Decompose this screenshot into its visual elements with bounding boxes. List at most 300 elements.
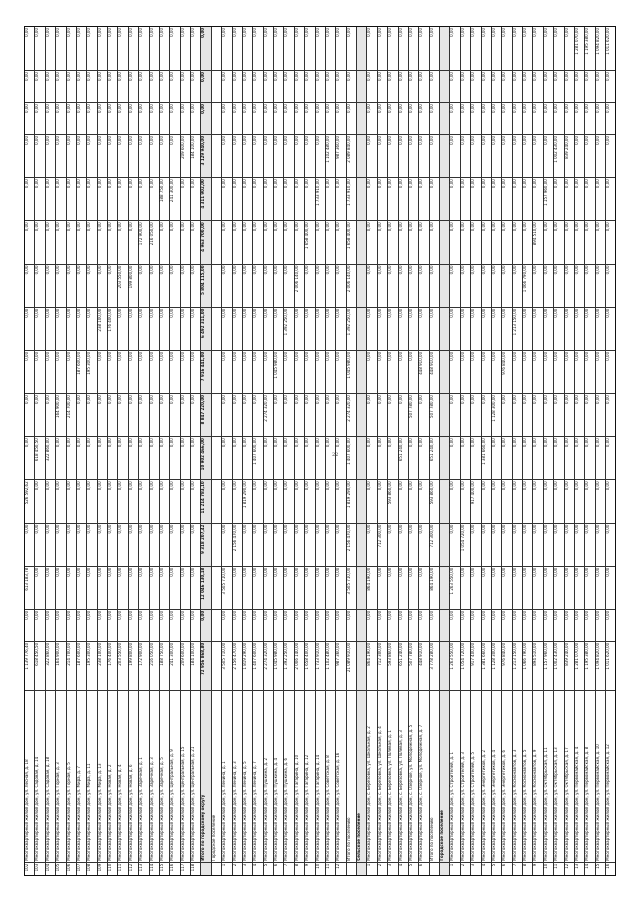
amount-cell: 0,00 xyxy=(77,264,86,307)
amount-cell: 0,00 xyxy=(482,70,491,102)
amount-cell: 0,00 xyxy=(24,27,29,37)
amount-cell: 0,00 xyxy=(450,177,459,220)
amount-cell: 0,00 xyxy=(544,523,553,566)
amount-cell: 0,00 xyxy=(139,436,148,479)
amount-cell: 0,00 xyxy=(264,134,273,177)
amount-cell: 0,00 xyxy=(326,220,335,263)
amount-cell: 0,00 xyxy=(461,479,470,522)
amount-cell: 0,00 xyxy=(461,134,470,177)
amount-cell: 0,00 xyxy=(170,523,179,566)
amount-cell: 0,00 xyxy=(222,307,231,350)
amount-cell: 0,00 xyxy=(575,609,584,641)
amount-cell: 0,00 xyxy=(34,27,40,37)
amount-cell: 0,00 xyxy=(305,566,314,609)
amount-cell xyxy=(357,264,366,307)
row-number-cell: 113 xyxy=(139,862,148,875)
amount-cell: 712 300,00 xyxy=(430,523,439,566)
amount-cell: 0,00 xyxy=(585,134,594,177)
amount-cell: 0,00 xyxy=(160,436,169,479)
address-cell: Многоквартирный жилой дом, ул. Садовая, д. 18 xyxy=(46,690,55,862)
amount-cell: 184 100,00 xyxy=(191,641,200,690)
amount-cell xyxy=(357,350,366,393)
amount-cell: 0,00 xyxy=(513,350,522,393)
amount-cell: 0,00 xyxy=(523,102,532,134)
amount-cell: 0,00 xyxy=(67,566,76,609)
amount-cell: 0,00 xyxy=(511,27,517,37)
amount-cell xyxy=(212,436,221,479)
address-cell: Многоквартирный жилой дом, ул. Ленина, д. 5 xyxy=(243,690,252,862)
amount-cell: 0,00 xyxy=(606,566,615,609)
amount-cell: 0,00 xyxy=(160,609,169,641)
amount-cell: 0,00 xyxy=(461,307,470,350)
amount-cell: 0,00 xyxy=(565,436,574,479)
amount-cell: 1 094 820,00 xyxy=(596,641,605,690)
amount-cell: 0,00 xyxy=(471,609,480,641)
amount-cell: 0,00 xyxy=(482,307,491,350)
address-cell: Многоквартирный жилой дом, ул. Пушкина, д. 2 xyxy=(264,690,273,862)
address-cell: Многоквартирный жилой дом, ул. Первомайская, д. 8 xyxy=(585,690,594,862)
amount-cell: 0,00 xyxy=(56,350,65,393)
amount-cell: 0,00 xyxy=(471,307,480,350)
amount-cell: 0,00 xyxy=(129,393,138,436)
amount-cell: 0,00 xyxy=(108,350,117,393)
row-number-cell: 11 xyxy=(326,862,335,875)
amount-cell xyxy=(440,566,449,609)
table-row xyxy=(98,27,108,875)
amount-cell: 0,00 xyxy=(77,70,86,102)
table-row xyxy=(461,27,471,875)
amount-cell: 0,00 xyxy=(264,264,273,307)
amount-cell: 0,00 xyxy=(523,436,532,479)
amount-cell: 2 274 320,00 xyxy=(264,393,273,436)
amount-cell: 0,00 xyxy=(316,307,325,350)
amount-cell: 0,00 xyxy=(544,264,553,307)
amount-cell: 0,00 xyxy=(367,134,376,177)
amount-cell: 0,00 xyxy=(461,264,470,307)
amount-cell: 0,00 xyxy=(98,479,107,522)
amount-cell: 0,00 xyxy=(502,523,511,566)
amount-cell: 0,00 xyxy=(253,220,262,263)
amount-cell: 0,00 xyxy=(87,479,96,522)
amount-cell: 0,00 xyxy=(575,350,584,393)
row-number-cell: 7 xyxy=(284,862,293,875)
amount-cell: 0,00 xyxy=(305,70,314,102)
amount-cell: 0,00 xyxy=(25,523,34,566)
amount-cell: 0,00 xyxy=(87,566,96,609)
amount-cell: 0,00 xyxy=(243,307,252,350)
amount-cell: 0,00 xyxy=(502,479,511,522)
amount-cell: 0,00 xyxy=(233,70,242,102)
amount-cell: 0,00 xyxy=(150,70,159,102)
amount-cell: 0,00 xyxy=(378,70,387,102)
amount-cell: 0,00 xyxy=(565,523,574,566)
amount-cell: 0,00 xyxy=(222,134,231,177)
amount-cell: 0,00 xyxy=(378,102,387,134)
amount-cell: 0,00 xyxy=(139,177,148,220)
address-cell: Многоквартирный жилой дом, с. Березовка, ул. Полевая, д. 1 xyxy=(388,690,397,862)
address-cell: Многоквартирный жилой дом, ул. Новая, д. 2 xyxy=(108,690,117,862)
amount-cell: 0,00 xyxy=(67,102,76,134)
address-cell: Многоквартирный жилой дом, ул. Пушкина, д. 4 xyxy=(274,690,283,862)
amount-cell: 2 274 320,00 xyxy=(347,393,356,436)
amount-cell xyxy=(357,70,366,102)
amount-cell: 0,00 xyxy=(554,436,563,479)
amount-cell: 0,00 xyxy=(170,220,179,263)
amount-cell: 0,00 xyxy=(326,307,335,350)
amount-cell: 0,00 xyxy=(243,523,252,566)
amount-cell: 0,00 xyxy=(233,566,242,609)
amount-cell: 0,00 xyxy=(471,436,480,479)
amount-cell: 0,00 xyxy=(67,350,76,393)
amount-cell: 0,00 xyxy=(366,27,372,37)
amount-cell: 0,00 xyxy=(191,350,200,393)
amount-cell: 0,00 xyxy=(190,27,195,37)
amount-cell: 0,00 xyxy=(378,566,387,609)
amount-cell: 0,00 xyxy=(596,220,605,263)
amount-cell xyxy=(212,134,221,177)
address-cell: Многоквартирный жилой дом, ул. Советская, д. 16 xyxy=(336,690,345,862)
amount-cell: 172 900,00 xyxy=(139,220,148,263)
amount-cell: 0,00 xyxy=(376,27,382,37)
amount-cell: 0,00 xyxy=(283,27,289,37)
amount-cell: 0,00 xyxy=(575,70,584,102)
amount-cell: 0,00 xyxy=(243,134,252,177)
amount-cell: 1 002 430,00 xyxy=(554,641,563,690)
amount-cell: 0,00 xyxy=(25,177,34,220)
amount-cell xyxy=(440,70,449,102)
amount-cell: 0,00 xyxy=(482,177,491,220)
amount-cell: 0,00 xyxy=(378,393,387,436)
amount-cell: 0,00 xyxy=(430,264,439,307)
amount-cell: 1 407 600,00 xyxy=(253,641,262,690)
amount-cell: 0,00 xyxy=(409,70,418,102)
amount-cell: 0,00 xyxy=(191,523,200,566)
amount-cell: 0,00 xyxy=(129,220,138,263)
amount-cell: 0,00 xyxy=(471,350,480,393)
amount-cell: 0,00 xyxy=(316,523,325,566)
amount-cell: 0,00 xyxy=(513,393,522,436)
row-number-cell: 117 xyxy=(181,862,190,875)
amount-cell: 0,00 xyxy=(222,220,231,263)
amount-cell: 0,00 xyxy=(170,479,179,522)
amount-cell: 0,00 xyxy=(253,264,262,307)
table-row xyxy=(295,27,305,875)
amount-cell: 0,00 xyxy=(367,102,376,134)
address-cell: Многоквартирный жилой дом, ул. Первомайская, д. 10 xyxy=(596,690,605,862)
amount-cell: 0,00 xyxy=(565,264,574,307)
amount-cell: 0,00 xyxy=(305,479,314,522)
amount-cell: 0,00 xyxy=(35,177,44,220)
amount-cell xyxy=(440,264,449,307)
amount-cell: 0,00 xyxy=(324,27,330,37)
amount-cell: 0,00 xyxy=(409,350,418,393)
amount-cell: 0,00 xyxy=(98,393,107,436)
amount-cell: 0,00 xyxy=(118,70,127,102)
amount-cell: 0,00 xyxy=(87,264,96,307)
amount-cell: 0,00 xyxy=(56,220,65,263)
amount-cell: 0,00 xyxy=(409,177,418,220)
amount-cell: 0,00 xyxy=(367,479,376,522)
amount-cell xyxy=(357,177,366,220)
amount-cell: 2 274 320,00 xyxy=(264,641,273,690)
amount-cell: 0,00 xyxy=(450,134,459,177)
amount-cell: 4 963 700,00 xyxy=(201,220,210,263)
amount-cell: 0,00 xyxy=(262,27,268,37)
amount-cell: 0,00 xyxy=(378,350,387,393)
amount-cell: 1 281 070,00 xyxy=(573,27,579,55)
address-cell: Многоквартирный жилой дом, ул. Ленина, д. 3 xyxy=(233,690,242,862)
amount-cell: 0,00 xyxy=(565,566,574,609)
amount-cell: 0,00 xyxy=(129,479,138,522)
amount-cell: 238 100,00 xyxy=(98,641,107,690)
amount-cell: 0,00 xyxy=(253,609,262,641)
amount-cell: 0,00 xyxy=(139,566,148,609)
amount-cell: 0,00 xyxy=(98,102,107,134)
amount-cell: 0,00 xyxy=(492,220,501,263)
amount-cell: 0,00 xyxy=(533,134,542,177)
amount-cell: 712 300,00 xyxy=(378,641,387,690)
amount-cell: 1 102 480,00 xyxy=(326,134,335,177)
amount-cell: 0,00 xyxy=(150,566,159,609)
amount-cell: 0,00 xyxy=(606,307,615,350)
amount-cell: 0,00 xyxy=(170,264,179,307)
amount-cell: 593 860,00 xyxy=(430,479,439,522)
page-number: 22 xyxy=(332,452,339,458)
address-cell: Многоквартирный жилой дом, с. Озерное, ул. Молодежная, д. 5 xyxy=(409,690,418,862)
amount-cell: 0,00 xyxy=(554,393,563,436)
amount-cell: 0,00 xyxy=(554,523,563,566)
amount-cell: 0,00 xyxy=(129,523,138,566)
amount-cell: 0,00 xyxy=(160,350,169,393)
amount-cell: 0,00 xyxy=(523,220,532,263)
amount-cell: 0,00 xyxy=(305,393,314,436)
amount-cell: 0,00 xyxy=(75,27,81,37)
amount-cell: 0,00 xyxy=(544,436,553,479)
amount-cell: 0,00 xyxy=(585,479,594,522)
amount-cell: 448 910,00 xyxy=(430,350,439,393)
amount-cell: 0,00 xyxy=(160,220,169,263)
amount-cell: 0,00 xyxy=(606,134,615,177)
amount-cell: 0,00 xyxy=(222,102,231,134)
address-cell: Многоквартирный жилой дом, ул. Энергетиков, д. 6 xyxy=(502,690,511,862)
table-row xyxy=(388,27,398,875)
amount-cell: 0,00 xyxy=(253,566,262,609)
row-number-cell: 15 xyxy=(596,862,605,875)
amount-cell: 0,00 xyxy=(170,609,179,641)
amount-cell: 0,00 xyxy=(388,350,397,393)
amount-cell: 0,00 xyxy=(170,566,179,609)
amount-cell: 0,00 xyxy=(264,566,273,609)
amount-cell: 322 860,00 xyxy=(46,436,55,479)
row-number-cell xyxy=(357,862,366,875)
amount-cell: 8 847 220,00 xyxy=(201,393,210,436)
amount-cell: 0,00 xyxy=(150,102,159,134)
amount-cell: 0,00 xyxy=(129,177,138,220)
address-cell: Многоквартирный жилой дом, ул. Заречная, д. 3 xyxy=(150,690,159,862)
amount-cell: 0,00 xyxy=(367,393,376,436)
amount-cell: 0,00 xyxy=(160,264,169,307)
amount-cell: 0,00 xyxy=(409,523,418,566)
amount-cell: 0,00 xyxy=(419,102,428,134)
address-cell: Многоквартирный жилой дом, ул. Гагарина, д. 14 xyxy=(316,690,325,862)
amount-cell: 0,00 xyxy=(606,350,615,393)
amount-cell: 0,00 xyxy=(305,350,314,393)
table-row xyxy=(160,27,170,875)
amount-cell: 0,00 xyxy=(378,307,387,350)
amount-cell: 0,00 xyxy=(243,566,252,609)
amount-cell: 4 311 902,00 xyxy=(201,177,210,220)
amount-cell: 195 300,00 xyxy=(87,641,96,690)
amount-cell: 0,00 xyxy=(108,566,117,609)
amount-cell: 0,00 xyxy=(150,436,159,479)
address-cell: Многоквартирный жилой дом, ул. Мира, д. 7 xyxy=(77,690,86,862)
amount-cell: 1 381 660,00 xyxy=(482,436,491,479)
amount-cell: 0,00 xyxy=(399,609,408,641)
amount-cell: 526 592,62 xyxy=(25,479,34,522)
amount-cell: 0,00 xyxy=(316,264,325,307)
amount-cell: 0,00 xyxy=(25,609,34,641)
amount-cell: 0,00 xyxy=(46,307,55,350)
amount-cell: 241 300,00 xyxy=(170,177,179,220)
amount-cell: 0,00 xyxy=(336,70,345,102)
amount-cell xyxy=(440,436,449,479)
amount-cell: 0,00 xyxy=(502,177,511,220)
amount-cell: 0,00 xyxy=(513,102,522,134)
amount-cell: 1 263 550,00 xyxy=(450,566,459,609)
amount-cell: 0,00 xyxy=(87,220,96,263)
amount-cell: 0,00 xyxy=(56,307,65,350)
amount-cell: 0,00 xyxy=(264,220,273,263)
address-cell: Многоквартирный жилой дом, ул. Октябрьская, д. 17 xyxy=(565,690,574,862)
row-number-cell: 2 xyxy=(378,862,387,875)
amount-cell: 0,00 xyxy=(585,523,594,566)
amount-cell: 864 190,00 xyxy=(430,566,439,609)
amount-cell: 0,00 xyxy=(418,27,424,37)
amount-cell: 0,00 xyxy=(191,177,200,220)
amount-cell: 0,00 xyxy=(585,609,594,641)
amount-cell: 0,00 xyxy=(471,264,480,307)
amount-cell: 1 658 400,00 xyxy=(347,220,356,263)
amount-cell: 0,00 xyxy=(470,27,476,37)
amount-cell: 0,00 xyxy=(284,264,293,307)
amount-cell: 0,00 xyxy=(388,264,397,307)
amount-cell: 0,00 xyxy=(118,307,127,350)
amount-cell: 0,00 xyxy=(108,102,117,134)
amount-cell: 3 505 710,00 xyxy=(347,566,356,609)
amount-cell: 0,00 xyxy=(87,70,96,102)
table-row xyxy=(430,27,440,875)
amount-cell xyxy=(440,523,449,566)
amount-cell: 0,00 xyxy=(492,307,501,350)
amount-cell: 0,00 xyxy=(264,350,273,393)
amount-cell: 0,00 xyxy=(513,264,522,307)
amount-cell: 0,00 xyxy=(533,479,542,522)
rotated-table-sheet xyxy=(24,26,616,876)
amount-cell: 0,00 xyxy=(585,220,594,263)
amount-cell: 0,00 xyxy=(533,350,542,393)
amount-cell: 1 263 550,00 xyxy=(450,641,459,690)
amount-cell: 0,00 xyxy=(150,479,159,522)
amount-cell xyxy=(357,566,366,609)
amount-cell: 0,00 xyxy=(170,70,179,102)
amount-cell: 0,00 xyxy=(523,393,532,436)
amount-cell: 0,00 xyxy=(87,307,96,350)
address-cell: Многоквартирный жилой дом, с. Березовка, ул. Полевая, д. 3 xyxy=(399,690,408,862)
amount-cell: 209 600,00 xyxy=(181,641,190,690)
amount-cell: 0,00 xyxy=(35,220,44,263)
amount-cell: 0,00 xyxy=(471,70,480,102)
amount-cell: 164 900,00 xyxy=(56,393,65,436)
amount-cell: 0,00 xyxy=(170,134,179,177)
amount-cell: 0,00 xyxy=(77,566,86,609)
table-row xyxy=(305,27,315,875)
amount-cell xyxy=(440,307,449,350)
amount-cell: 0,00 xyxy=(170,436,179,479)
amount-cell: 0,00 xyxy=(284,609,293,641)
amount-cell: 0,00 xyxy=(181,220,190,263)
amount-cell: 0,00 xyxy=(118,609,127,641)
amount-cell: 917 400,00 xyxy=(471,641,480,690)
row-number-cell: 5 xyxy=(409,862,418,875)
amount-cell: 1 819 290,00 xyxy=(347,479,356,522)
amount-cell: 0,00 xyxy=(274,102,283,134)
address-cell: Многоквартирный жилой дом, ул. Пушкина, д. 6 xyxy=(284,690,293,862)
amount-cell: 0,00 xyxy=(606,264,615,307)
amount-cell: 894 510,00 xyxy=(533,641,542,690)
amount-cell: 0,00 xyxy=(243,264,252,307)
amount-cell: 0,00 xyxy=(502,102,511,134)
amount-cell: 0,00 xyxy=(585,70,594,102)
address-cell: Итого по поселению xyxy=(430,690,439,862)
amount-cell: 322 860,00 xyxy=(46,641,55,690)
amount-cell: 0,00 xyxy=(461,350,470,393)
amount-cell: 976 840,00 xyxy=(502,350,511,393)
amount-cell: 0,00 xyxy=(201,27,210,70)
amount-cell: 0,00 xyxy=(522,27,527,37)
amount-cell: 0,00 xyxy=(399,220,408,263)
amount-cell: 0,00 xyxy=(513,479,522,522)
row-number-cell xyxy=(201,862,210,875)
amount-cell: 188 750,00 xyxy=(160,641,169,690)
amount-cell: 0,00 xyxy=(419,264,428,307)
amount-cell: 0,00 xyxy=(336,177,345,220)
amount-cell: 0,00 xyxy=(67,436,76,479)
amount-cell: 241 300,00 xyxy=(170,641,179,690)
amount-cell: 0,00 xyxy=(118,566,127,609)
amount-cell: 0,00 xyxy=(67,220,76,263)
amount-cell: 0,00 xyxy=(409,102,418,134)
amount-cell xyxy=(357,220,366,263)
amount-cell: 0,00 xyxy=(108,264,117,307)
amount-cell: 1 102 480,00 xyxy=(326,641,335,690)
amount-cell: 0,00 xyxy=(565,609,574,641)
amount-cell: 0,00 xyxy=(274,70,283,102)
amount-cell: 0,00 xyxy=(482,523,491,566)
amount-cell: 0,00 xyxy=(233,393,242,436)
amount-cell: 0,00 xyxy=(67,70,76,102)
amount-cell: 0,00 xyxy=(596,102,605,134)
amount-cell: 0,00 xyxy=(160,566,169,609)
amount-cell: 0,00 xyxy=(419,177,428,220)
amount-cell: 1 281 070,00 xyxy=(575,641,584,690)
address-cell: Многоквартирный жилой дом, с. Озерное, ул. Молодежная, д. 7 xyxy=(419,690,428,862)
table-row xyxy=(284,27,294,875)
amount-cell: 199 800,00 xyxy=(129,641,138,690)
amount-cell: 0,00 xyxy=(492,350,501,393)
amount-cell: 0,00 xyxy=(46,134,55,177)
amount-cell: 0,00 xyxy=(98,436,107,479)
amount-cell: 0,00 xyxy=(191,436,200,479)
